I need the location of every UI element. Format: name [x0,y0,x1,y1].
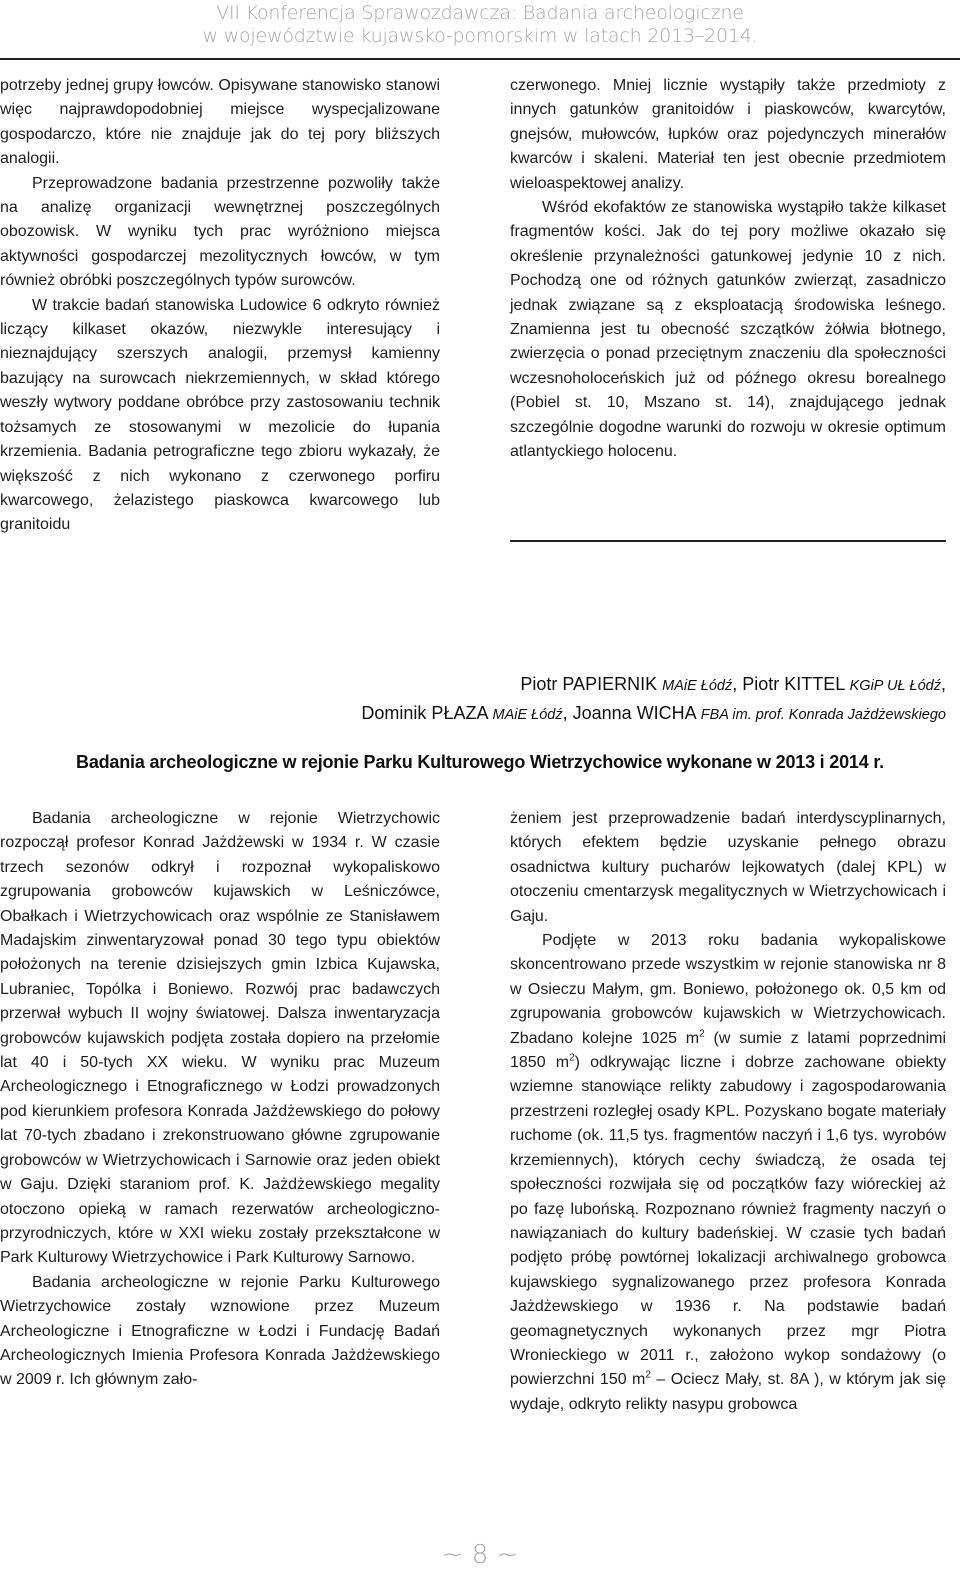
text-run: Podjęte w 2013 roku badania wykopaliskowe skoncentrowano przede wszystkim w rejonie stanowiska nr 8 w Osieczu Małym, gm. Boniewo, położonego ok. 0,5 km od zgrupowania grobowców kujawskich w Wietrzychowicach. Zbadano kolejne 1025 m [510,932,946,1047]
author-name: Piotr PAPIERNIK [520,674,658,694]
paragraph [510,929,946,1417]
author-line-2 [246,699,946,729]
author-affiliation: KGiP UŁ Łódź [849,678,941,694]
text-run: ) odkrywając liczne i dobrze zachowane obiekty wziemne stanowiące relikty zabudowy i zagospodarowania przestrzeni rozległej osady KPL. Pozyskano bogate materiały ruchome (ok. 11,5 tys. fragmentów naczyń i 1,6 tys. wyrobów krzemiennych), których cechy świadczą, że osada tej społeczności rozwijała się od początków fazy wióreckiej aż po fazę lubońską. Rozpoznano również fragmenty naczyń o nawiązaniach do kultury badeńskiej. W czasie tych badań podjęto próbę powtórnej lokalizacji archiwalnego grobowca kujawskiego sygnalizowanego przez profesora Konrada Jażdżewskiego w 1936 r. Na podstawie badań geomagnetycznych wykonanych przez mgr Piotra Wronieckiego w 2011 r., założono wykop sondażowy (o powierzchni 150 m [510,1054,946,1389]
bottom-right-column [510,807,946,1417]
author-affiliation: MAiE Łódź [492,707,563,723]
separator: , [940,674,946,694]
bottom-left-column [0,807,440,1393]
separator: , [732,674,738,694]
author-name: Dominik PŁAZA [361,703,488,723]
separator: , [562,703,568,723]
author-affiliation: FBA im. prof. Konrada Jażdżewskiego [700,707,946,723]
paragraph: W trakcie badań stanowiska Ludowice 6 odkryto również liczący kilkaset okazów, niezwykle interesujący i nieznajdujący szerszych analogii, przemysł kamienny bazujący na surowcach niekrzemiennych, w skład którego weszły wytwory poddane obróbce przy zastosowaniu technik tożsamych ze stosowanymi w mezolicie do łupania krzemienia. Badania petrograficzne tego zbioru wykazały, że większość z nich wykonano z czerwonego porfiru kwarcowego, żelazistego piaskowca kwarcowego lub granitoidu [0,296,440,534]
top-left-column [0,74,440,538]
header-line-2: w województwie kujawsko-pomorskim w latach 2013–2014. [202,25,758,47]
paragraph: potrzeby jednej grupy łowców. Opisywane stanowisko stanowi więc najprawdopodobniej miejsce wyspecjalizowane gospodarczo, które nie znajduje jak do tej pory bliższych analogii. [0,77,440,168]
paragraph: żeniem jest przeprowadzenie badań interdyscyplinarnych, których efektem będzie uzyskanie pełnego obrazu osadnictwa kultury pucharów lejkowatych (dalej KPL) w otoczeniu cmentarzysk megalitycznych w Wietrzychowicach i Gaju. [510,810,946,925]
section-end-rule [510,540,946,542]
header-rule [0,58,960,60]
author-line-1 [246,670,946,700]
paragraph: Przeprowadzone badania przestrzenne pozwoliły także na analizę organizacji wewnętrznej poszczególnych obozowisk. W wyniku tych prac wyróżniono miejsca aktywności gospodarczej mezolitycznych łowców, w tym również obróbki poszczególnych typów surowców. [0,174,440,290]
author-name: Joanna WICHA [572,703,696,723]
author-affiliation: MAiE Łódź [662,678,733,694]
top-right-column [510,74,946,465]
paragraph: czerwonego. Mniej licznie wystąpiły także przedmioty z innych gatunków granitoidów i piaskowców, kwarcytów, gnejsów, mułowców, łupków oraz pojedynczych minerałów kwarców i skaleni. Materiał ten jest obecnie przedmiotem wieloaspektowej analizy. [510,77,946,192]
text-run: – Ociecz Mały, st. 8A ), w którym jak się wydaje, odkryto relikty nasypu grobowca [510,1371,946,1413]
author-name: Piotr KITTEL [742,674,845,694]
paragraph: Badania archeologiczne w rejonie Parku Kulturowego Wietrzychowice zostały wznowione przez Muzeum Archeologiczne i Etnograficzne w Łodzi i Fundację Badań Archeologicznych Imienia Profesora Konrada Jażdżewskiego w 2009 r. Ich głównym zało- [0,1273,440,1389]
superscript: 2 [699,1028,705,1040]
page-number: ~ 8 ~ [441,1540,519,1570]
paragraph: Wśród ekofaktów ze stanowiska wystąpiło także kilkaset fragmentów kości. Jak do tej pory możliwe okazało się określenie przynależności gatunkowej jedynie 10 z nich. Pochodzą one od różnych gatunków zwierząt, zasadniczo jednak związane są z eksploatacją środowiska leśnego. Znamienna jest tu obecność szczątków żółwia błotnego, zwierzęcia o ponad przeciętnym znaczeniu dla społeczności wczesnoholoceńskich już od późnego okresu borealnego (Pobiel st. 10, Mszano st. 14), znajdującego jednak szczególnie dogodne warunki do rozwoju w okresie optimum atlantyckiego holocenu. [510,199,946,461]
superscript: 2 [569,1052,575,1064]
text-run: (w sumie z latami poprzednimi 1850 m [510,1029,947,1072]
header-line-1: VII Konferencja Sprawozdawcza: Badania archeologiczne [216,2,744,24]
article-title: Badania archeologiczne w rejonie Parku Kulturowego Wietrzychowice wykonane w 2013 i 2014 r. [76,752,884,772]
superscript: 2 [645,1370,651,1382]
paragraph: Badania archeologiczne w rejonie Wietrzychowic rozpoczął profesor Konrad Jażdżewski w 1934 r. W czasie trzech sezonów odkrył i rozpoznał wykopaliskowo zgrupowania grobowców kujawskich w Leśniczówce, Obałkach i Wietrzychowicach oraz wspólnie ze Stanisławem Madajskim zinwentaryzował ponad 30 tego typu obiektów położonych na terenie dzisiejszych gmin Izbica Kujawska, Lubraniec, Topólka i Boniewo. Rozwój prac badawczych przerwał wybuch II wojny światowej. Dalsza inwentaryzacja grobowców kujawskich podjęta została dopiero na przełomie lat 40 i 50-tych XX wieku. W wyniku prac Muzeum Archeologicznego i Etnograficznego w Łodzi prowadzonych pod kierunkiem profesora Konrada Jażdżewskiego do połowy lat 70-tych zbadano i zrekonstruowano główne zgrupowanie grobowców w Wietrzychowicach i Sarnowie oraz jeden obiekt w Gaju. Dzięki staraniom prof. K. Jażdżewskiego megality otoczono opieką w ramach rezerwatów archeologiczno-przyrodniczych, które w XXI wieku zostały przekształcone w Park Kulturowy Wietrzychowice i Park Kulturowy Sarnowo. [0,810,440,1267]
running-header [120,2,840,48]
